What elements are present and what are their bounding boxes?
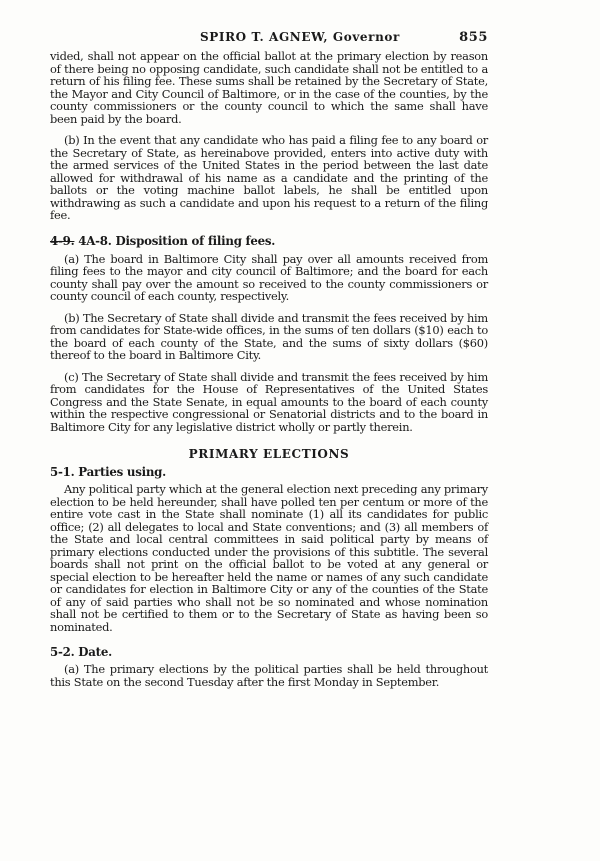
document-page (50, 30, 488, 688)
section-title: Disposition of filing fees. (115, 233, 276, 248)
section-4a8-para-b: (b) The Secretary of State shall divide and transmit the fees received by him from candidates for State-wide offices, in the sums of ten dollars ($10) each to the board of each county of the State, and the sums of sixty dollars ($60) thereof to the board in Baltimore City. (50, 310, 488, 362)
page-number: 855 (459, 30, 488, 45)
primary-elections-heading: PRIMARY ELECTIONS (188, 447, 350, 461)
section-5-2-para-a: (a) The primary elections by the political parties shall be held throughout this State on the second Tuesday after the first Monday in September. (50, 662, 488, 689)
section-5-1-text: Any political party which at the general election next preceding any primary election to be held hereunder, shall have polled ten per centum or more of the entire vote cast in the State shall nominate (1) all its candidates for public office; (2) all delegates to local and State conventions; and (3) all members of the State and local central committees in said political party by means of primary elections conducted under the provisions of this subtitle. The several boards shall not print on the official ballot to be voted at any general or special election to be hereafter held the name or names of any such candidate or candidates for election in Baltimore City or any of the counties of the State of any of said parties who shall not be so nominated and whose nomination shall not be certified to them or to the Secretary of State as having been so nominated. (50, 482, 488, 634)
section-5-2-heading: 5-2. Date. (50, 645, 112, 659)
section-5-1-heading: 5-1. Parties using. (50, 465, 167, 479)
section-4a8-para-a: (a) The board in Baltimore City shall pay over all amounts received from filing fees to the mayor and city council of Baltimore; and the board for each county shall pay over the amount so received to the county commissioners or county council of each county, respectively. (50, 251, 488, 303)
struck-section-number: 4-9. (50, 233, 75, 248)
section-4a8-heading (50, 234, 488, 248)
header-title: SPIRO T. AGNEW, Governor (200, 30, 400, 44)
paragraph-b-refund: (b) In the event that any candidate who has paid a filing fee to any board or the Secretary of State, as hereinabove provided, enters into active duty with the armed services of the United States in the period between the last date allowed for withdrawal of his name as a candidate and the printing of the ballots or the voting machine ballot labels, he shall be entitled upon withdrawing as such a candidate and upon his request to a return of the filing fee. (50, 133, 488, 222)
section-4a8-para-c: (c) The Secretary of State shall divide and transmit the fees received by him from candidates for the House of Representatives of the United States Congress and the State Senate, in equal amounts to the board of each county within the respective congressional or Senatorial districts and to the board in Baltimore City for any legislative district wholly or partly therein. (50, 369, 488, 434)
running-header (50, 30, 488, 50)
section-number: 4A-8. (78, 233, 112, 248)
continued-paragraph: vided, shall not appear on the official ballot at the primary election by reason of there being no opposing candidate, such candidate shall not be entitled to a return of his filing fee. These sums shall be retained by the Secretary of State, the Mayor and City Council of Baltimore, or in the case of the counties, by the county commissioners or the county council to which the same shall have been paid by the board. (50, 49, 488, 126)
